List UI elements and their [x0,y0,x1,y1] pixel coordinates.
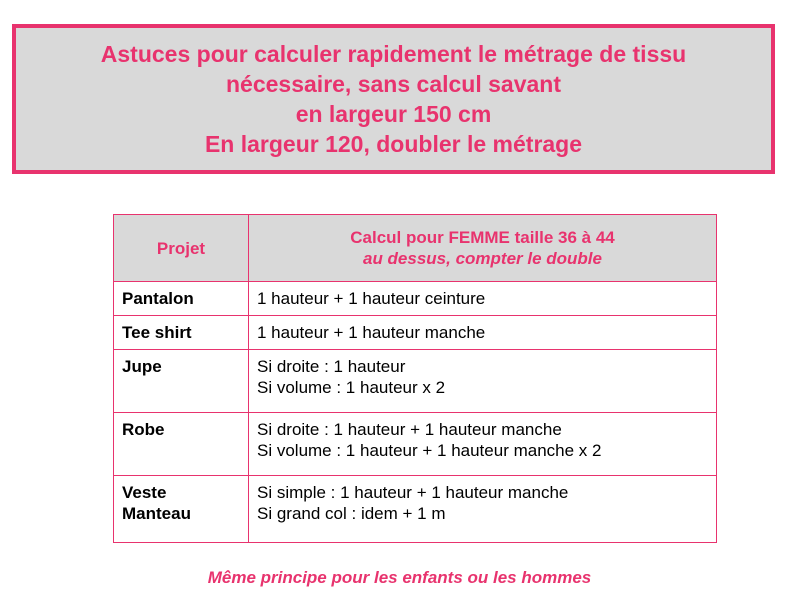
table-row [114,282,717,316]
calc-cell [249,476,717,543]
project-cell [114,413,249,476]
title-line-2: nécessaire, sans calcul savant [226,71,561,97]
calc-line: Si volume : 1 hauteur x 2 [257,378,446,397]
col-header-project: Projet [114,215,249,282]
title-box [12,24,775,174]
calc-line: Si droite : 1 hauteur [257,357,406,376]
project-cell [114,476,249,543]
col-header-calc-note: au dessus, compter le double [362,249,602,268]
title-line-4: En largeur 120, doubler le métrage [204,131,583,157]
project-name: Manteau [122,504,191,523]
project-name: Robe [122,420,165,439]
calc-line: 1 hauteur + 1 hauteur manche [257,323,486,342]
col-header-calc-title: Calcul pour FEMME taille 36 à 44 [350,228,615,247]
calc-line: Si grand col : idem + 1 m [257,504,446,523]
calc-line: Si simple : 1 hauteur + 1 hauteur manche [257,483,569,502]
project-name: Veste [122,483,167,502]
project-cell [114,350,249,413]
calc-cell [249,350,717,413]
calc-cell [249,316,717,350]
calc-line: Si droite : 1 hauteur + 1 hauteur manche [257,420,562,439]
fabric-table [113,214,717,543]
project-cell [114,316,249,350]
title-line-3: en largeur 150 cm [295,101,492,127]
calc-line: Si volume : 1 hauteur + 1 hauteur manche x 2 [257,441,602,460]
project-name: Tee shirt [122,323,192,342]
project-cell [114,282,249,316]
project-name: Pantalon [122,289,194,308]
footer-note: Même principe pour les enfants ou les hommes [207,568,592,587]
calc-cell [249,282,717,316]
table-row [114,476,717,543]
table-row [114,413,717,476]
project-name: Jupe [122,357,162,376]
calc-cell [249,413,717,476]
table-row [114,350,717,413]
title-line-1: Astuces pour calculer rapidement le métrage de tissu [100,41,687,67]
table-header-row [114,215,717,282]
table-row [114,316,717,350]
calc-line: 1 hauteur + 1 hauteur ceinture [257,289,486,308]
col-header-calc [249,215,717,282]
